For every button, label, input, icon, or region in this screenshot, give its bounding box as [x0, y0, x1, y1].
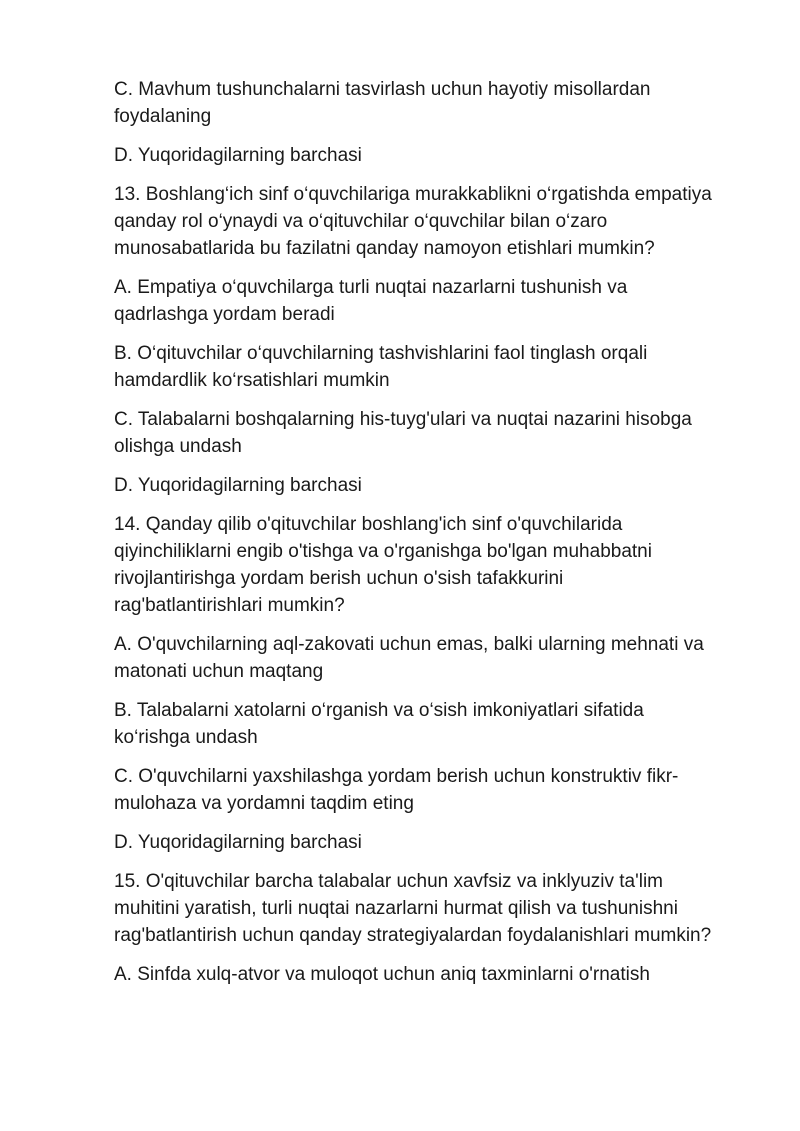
option-text: D. Yuqoridagilarning barchasi — [114, 145, 362, 166]
option-text: D. Yuqoridagilarning barchasi — [114, 832, 362, 853]
option-text: C. Mavhum tushunchalarni tasvirlash uchun hayotiy misollardan foydalaning — [114, 79, 651, 127]
document-page — [114, 76, 754, 1000]
question-text: 13. Boshlang‘ich sinf o‘quvchilariga murakkablikni o‘rgatishda empatiya qanday rol o‘ynaydi va o‘qituvchilar o‘quvchilar bilan o‘zaro munosabatlarida bu fazilatni qanday namoyon etishlari mumkin? — [114, 184, 712, 259]
option-text: B. Talabalarni xatolarni o‘rganish va o‘sish imkoniyatlari sifatida ko‘rishga undash — [114, 700, 644, 748]
option-text: A. O'quvchilarning aql-zakovati uchun emas, balki ularning mehnati va matonati uchun maqtang — [114, 634, 704, 682]
question-text: 15. O'qituvchilar barcha talabalar uchun xavfsiz va inklyuziv ta'lim muhitini yaratish, turli nuqtai nazarlarni hurmat qilish va tushunishni rag'batlantirish uchun qanday strategiyalardan foydalanishlari mumkin? — [114, 871, 712, 946]
option-text: C. O'quvchilarni yaxshilashga yordam berish uchun konstruktiv fikr- mulohaza va yordamni taqdim eting — [114, 766, 679, 814]
option-text: A. Empatiya o‘quvchilarga turli nuqtai nazarlarni tushunish va qadrlashga yordam beradi — [114, 277, 628, 325]
option-text: C. Talabalarni boshqalarning his-tuyg'ulari va nuqtai nazarini hisobga olishga undash — [114, 409, 692, 457]
option-text: A. Sinfda xulq-atvor va muloqot uchun aniq taxminlarni o'rnatish — [114, 964, 650, 985]
option-text: B. O‘qituvchilar o‘quvchilarning tashvishlarini faol tinglash orqali hamdardlik ko‘rsatishlari mumkin — [114, 343, 648, 391]
question-text: 14. Qanday qilib o'qituvchilar boshlang'ich sinf o'quvchilarida qiyinchiliklarni engib o'tishga va o'rganishga bo'lgan muhabbatni rivojlantirishga yordam berish uchun o'sish tafakkurini rag'batlantirishlari mumkin? — [114, 514, 652, 616]
option-text: D. Yuqoridagilarning barchasi — [114, 475, 362, 496]
